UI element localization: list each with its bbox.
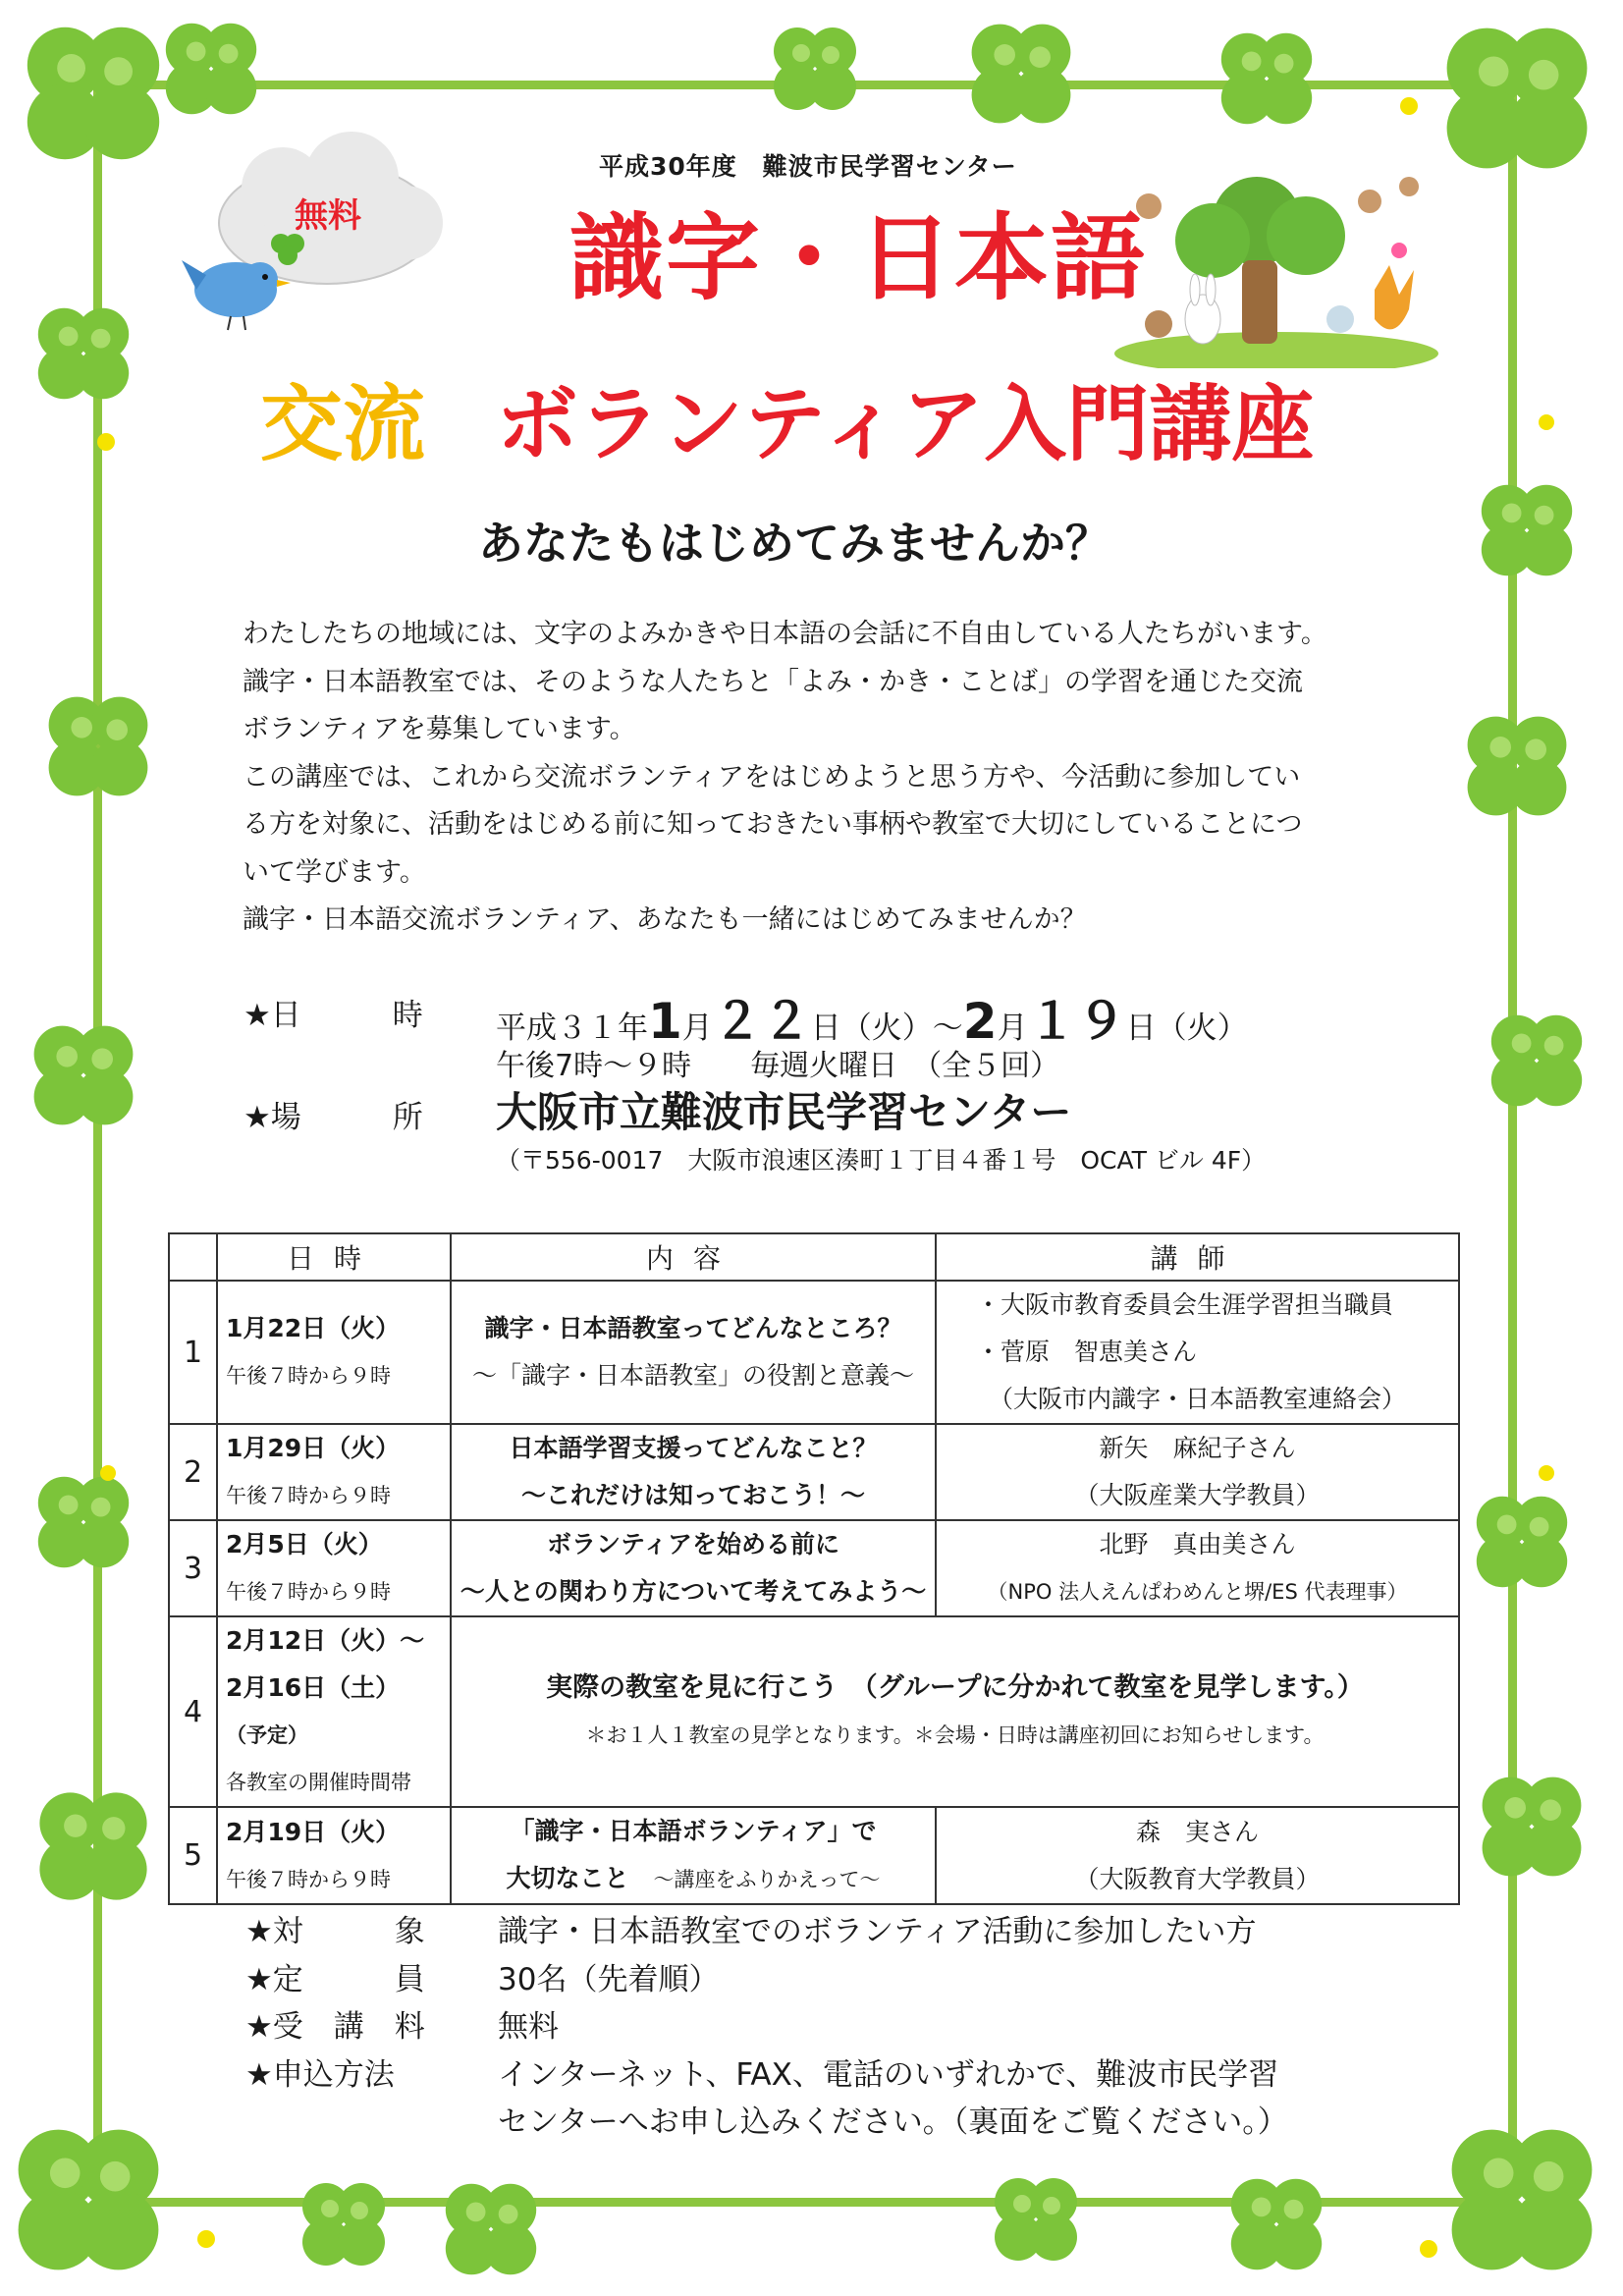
organizer-subtitle: 平成30年度 難波市民学習センター (599, 152, 1017, 181)
content-title: 実際の教室を見に行こう （グループに分かれて教室を見学します。） (546, 1672, 1364, 1703)
session-number: 4 (169, 1616, 217, 1807)
session-date-text: 2月19日（火） (226, 1817, 401, 1846)
tree-animals-illustration (1114, 172, 1438, 368)
session-date-text: 2月16日（土） (226, 1673, 401, 1702)
content-subtitle: ～「識字・日本語教室」の役割と意義～ (471, 1361, 914, 1390)
intro-line: この講座では、これから交流ボランティアをはじめようと思う方や、今活動に参加してい (243, 761, 1301, 793)
session-number: 2 (169, 1424, 217, 1520)
content-note: ＊お１人１教室の見学となります。＊会場・日時は講座初回にお知らせします。 (585, 1723, 1325, 1747)
detail-label: ★定 員 (245, 1961, 425, 1997)
date-unit: 日（火）～ (810, 1011, 963, 1046)
course-details (245, 1908, 1288, 2147)
session-number: 3 (169, 1520, 217, 1616)
table-row (169, 1281, 1459, 1424)
date-unit: 月 (997, 1011, 1028, 1046)
detail-value: インターネット、FAX、電話のいずれかで、難波市民学習 (498, 2056, 1279, 2093)
lecturer-line: 森 実さん (1135, 1817, 1259, 1846)
detail-row-apply (245, 2051, 1288, 2100)
session-lecturer (936, 1424, 1459, 1520)
intro-text (243, 611, 1381, 945)
lecturer-line: ・大阪市教育委員会生涯学習担当職員 (976, 1290, 1394, 1319)
session-date (217, 1281, 451, 1424)
session-date-text: 1月29日（火） (226, 1434, 401, 1462)
content-title: ボランティアを始める前に (546, 1530, 839, 1558)
lecturer-line: （大阪産業大学教員） (1074, 1481, 1321, 1509)
session-number: 5 (169, 1807, 217, 1904)
session-date-text: 2月12日（火）～ (226, 1626, 425, 1655)
table-row (169, 1424, 1459, 1520)
session-number: 1 (169, 1281, 217, 1424)
detail-value: 識字・日本語教室でのボランティア活動に参加したい方 (498, 1914, 1257, 1949)
catchphrase: あなたもはじめてみませんか？ (478, 517, 1110, 570)
session-date (217, 1807, 451, 1904)
detail-label: ★受 講 料 (245, 2009, 425, 2045)
intro-line: 識字・日本語交流ボランティア、あなたも一緒にはじめてみませんか？ (243, 904, 1087, 935)
session-date (217, 1424, 451, 1520)
header-date: 日時 (217, 1233, 451, 1281)
session-content (451, 1520, 936, 1616)
date-end-month: 2 (962, 993, 998, 1050)
session-lecturer (936, 1281, 1459, 1424)
date-unit: 日（火） (1125, 1011, 1248, 1046)
date-label: ★日 時 (243, 998, 423, 1033)
content-subtitle: ～人との関わり方について考えてみよう～ (460, 1577, 927, 1606)
detail-label: ★対 象 (245, 1914, 425, 1949)
intro-line: 識字・日本語教室では、そのような人たちと「よみ・かき・ことば」の学習を通じた交流 (243, 666, 1303, 697)
lecturer-line: （大阪市内識字・日本語教室連絡会） (988, 1385, 1406, 1413)
date-start-day: ２２ (712, 993, 811, 1050)
content-title: 識字・日本語教室ってどんなところ？ (484, 1314, 902, 1342)
place-label: ★場 所 (243, 1100, 423, 1135)
detail-row-apply-cont (245, 2099, 1288, 2147)
content-title: 日本語学習支援ってどんなこと？ (509, 1434, 878, 1462)
main-title-volunteer-course: ボランティア入門講座 (496, 376, 1315, 472)
header-content: 内容 (451, 1233, 936, 1281)
session-date (217, 1616, 451, 1807)
lecturer-line: ・菅原 智恵美さん (976, 1338, 1198, 1366)
lecturer-line: 北野 真由美さん (1099, 1530, 1296, 1558)
content-subtitle (452, 1855, 935, 1903)
session-content (451, 1281, 936, 1424)
schedule-table (168, 1232, 1460, 1905)
session-lecturer (936, 1520, 1459, 1616)
date-start-month: 1 (648, 993, 682, 1050)
detail-label (245, 2099, 498, 2147)
detail-row-target (245, 1908, 1288, 1956)
session-date-note: （予定） (226, 1723, 308, 1747)
session-time-text: 午後７時から９時 (226, 1867, 391, 1891)
detail-value: センターへお申し込みください。（裏面をご覧ください。） (498, 2105, 1288, 2140)
detail-row-fee (245, 2003, 1288, 2051)
lecturer-line: （大阪教育大学教員） (1074, 1864, 1321, 1893)
date-end-day: １９ (1027, 993, 1126, 1050)
course-time: 午後7時～９時 毎週火曜日 （全５回） (496, 1049, 1060, 1083)
main-title-line1: 識字・日本語 (569, 203, 1147, 313)
detail-label: ★申込方法 (245, 2056, 395, 2093)
table-header-row (169, 1233, 1459, 1281)
content-subtitle-part: ～講座をふりかえって～ (653, 1868, 881, 1891)
intro-line: わたしたちの地域には、文字のよみかきや日本語の会話に不自由している人たちがいます。 (243, 619, 1327, 649)
session-date (217, 1520, 451, 1616)
main-title-exchange: 交流 (260, 376, 426, 472)
lecturer-line: （NPO 法人えんぱわめんと堺/ES 代表理事） (987, 1580, 1408, 1604)
session-time-text: 各教室の開催時間帯 (226, 1771, 411, 1794)
session-lecturer (936, 1807, 1459, 1904)
session-date-text: 2月5日（火） (226, 1530, 383, 1558)
detail-value: 30名（先着順） (498, 1961, 720, 1997)
session-content-wide (451, 1616, 1459, 1807)
header-no (169, 1233, 217, 1281)
content-title-part: 大切なこと (506, 1864, 629, 1892)
venue-address: （〒556-0017 大阪市浪速区湊町１丁目４番１号 OCAT ビル 4F） (496, 1146, 1267, 1175)
lecturer-line: 新矢 麻紀子さん (1099, 1434, 1296, 1462)
content-title: 「識字・日本語ボランティア」で (510, 1817, 877, 1845)
content-subtitle: ～これだけは知っておこう！～ (520, 1481, 865, 1509)
table-row (169, 1807, 1459, 1904)
date-prefix: 平成３１年 (496, 1011, 648, 1046)
detail-row-capacity (245, 1956, 1288, 2004)
free-badge: 無料 (295, 196, 361, 236)
date-unit: 月 (681, 1011, 713, 1046)
header-lecturer: 講師 (936, 1233, 1459, 1281)
table-row (169, 1616, 1459, 1807)
intro-line: いて学びます。 (243, 856, 426, 888)
session-content (451, 1807, 936, 1904)
session-time-text: 午後７時から９時 (226, 1580, 391, 1604)
session-content (451, 1424, 936, 1520)
session-date-text: 1月22日（火） (226, 1314, 401, 1342)
intro-line: る方を対象に、活動をはじめる前に知っておきたい事柄や教室で大切にしていることにつ (243, 809, 1303, 840)
intro-line: ボランティアを募集しています。 (243, 714, 636, 744)
detail-value: 無料 (498, 2009, 559, 2045)
table-row (169, 1520, 1459, 1616)
venue-name: 大阪市立難波市民学習センター (496, 1088, 1072, 1136)
session-time-text: 午後７時から９時 (226, 1364, 391, 1388)
session-time-text: 午後７時から９時 (226, 1484, 391, 1507)
